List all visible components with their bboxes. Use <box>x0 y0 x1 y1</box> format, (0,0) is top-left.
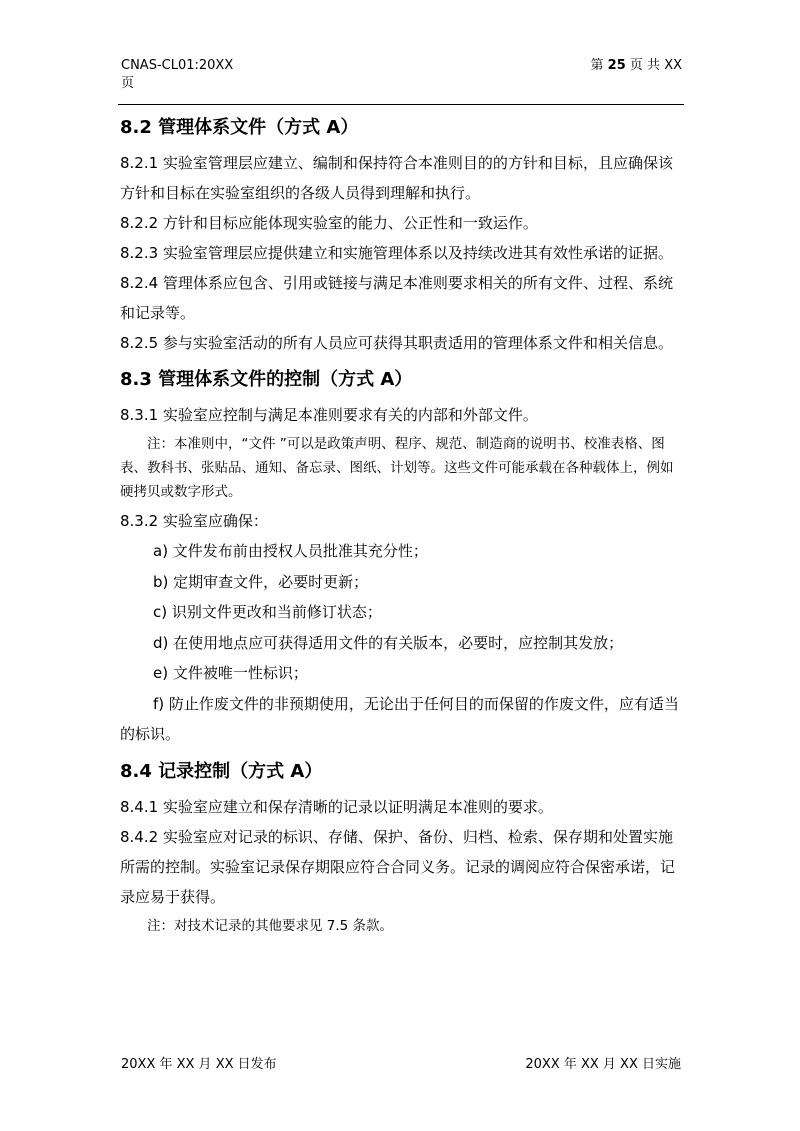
clause-8-2-3: 8.2.3 实验室管理层应提供建立和实施管理体系以及持续改进其有效性承诺的证据。 <box>120 244 673 262</box>
clause-8-2-2: 8.2.2 方针和目标应能体现实验室的能力、公正性和一致运作。 <box>120 214 538 232</box>
header-page-info <box>591 57 682 75</box>
footer-issue-date: 20XX 年 XX 月 XX 日发布 <box>121 1057 277 1072</box>
doc-code: CNAS-CL01:20XX <box>121 58 234 73</box>
note-8-4-2: 注：对技术记录的其他要求见 7.5 条款。 <box>147 917 394 934</box>
section-8-4-title: 8.4 记录控制（方式 A） <box>120 760 323 782</box>
clause-8-4-1: 8.4.1 实验室应建立和保存清晰的记录以证明满足本准则的要求。 <box>120 797 553 816</box>
list-item-b: b) 定期审查文件，必要时更新； <box>153 572 369 591</box>
list-item-c: c) 识别文件更改和当前修订状态； <box>153 603 382 621</box>
section-8-3-title: 8.3 管理体系文件的控制（方式 A） <box>120 369 413 390</box>
header-divider <box>118 104 684 105</box>
section-8-2-title: 8.2 管理体系文件（方式 A） <box>120 117 359 138</box>
list-item-d: d) 在使用地点应可获得适用文件的有关版本，必要时，应控制其发放； <box>153 633 624 652</box>
header-doc-code <box>121 57 281 93</box>
clause-8-2-1: 8.2.1 实验室管理层应建立、编制和保持符合本准则目的的方针和目标，且应确保该方针和目标在实验室组织的各级人员得到理解和执行。 <box>120 154 673 202</box>
list-item-f: f) 防止作废文件的非预期使用，无论出于任何目的而保留的作废文件，应有适当的标识。 <box>120 694 679 743</box>
clause-8-3-1: 8.3.1 实验室应控制与满足本准则要求有关的内部和外部文件。 <box>120 406 538 424</box>
page-total: XX <box>664 58 682 73</box>
page-mid: 页 共 <box>629 58 661 73</box>
clause-8-2-5: 8.2.5 参与实验室活动的所有人员应可获得其职责适用的管理体系文件和相关信息。 <box>120 334 673 352</box>
list-item-e: e) 文件被唯一性标识； <box>153 664 308 682</box>
note-8-3-1: 注：本准则中，“文件 ”可以是政策声明、程序、规范、制造商的说明书、校准表格、图表、教科书、张贴品、通知、备忘录、图纸、计划等。这些文件可能承载在各种载体上，例如硬拷贝或数字形式。 <box>120 436 674 500</box>
document-body <box>120 114 683 940</box>
list-item-a: a) 文件发布前由授权人员批准其充分性； <box>153 542 428 560</box>
footer-effective-date: 20XX 年 XX 月 XX 日实施 <box>525 1057 681 1072</box>
page-prefix: 第 <box>590 58 604 73</box>
page-suffix: 页 <box>121 76 135 91</box>
clause-8-2-4: 8.2.4 管理体系应包含、引用或链接与满足本准则要求相关的所有文件、过程、系统和记录等。 <box>120 274 673 322</box>
page-number: 25 <box>607 58 626 73</box>
clause-8-3-2: 8.3.2 实验室应确保： <box>120 512 268 530</box>
clause-8-4-2: 8.4.2 实验室应对记录的标识、存储、保护、备份、归档、检索、保存期和处置实施所需的控制。实验室记录保存期限应符合合同义务。记录的调阅应符合保密承诺，记录应易于获得。 <box>120 827 676 906</box>
